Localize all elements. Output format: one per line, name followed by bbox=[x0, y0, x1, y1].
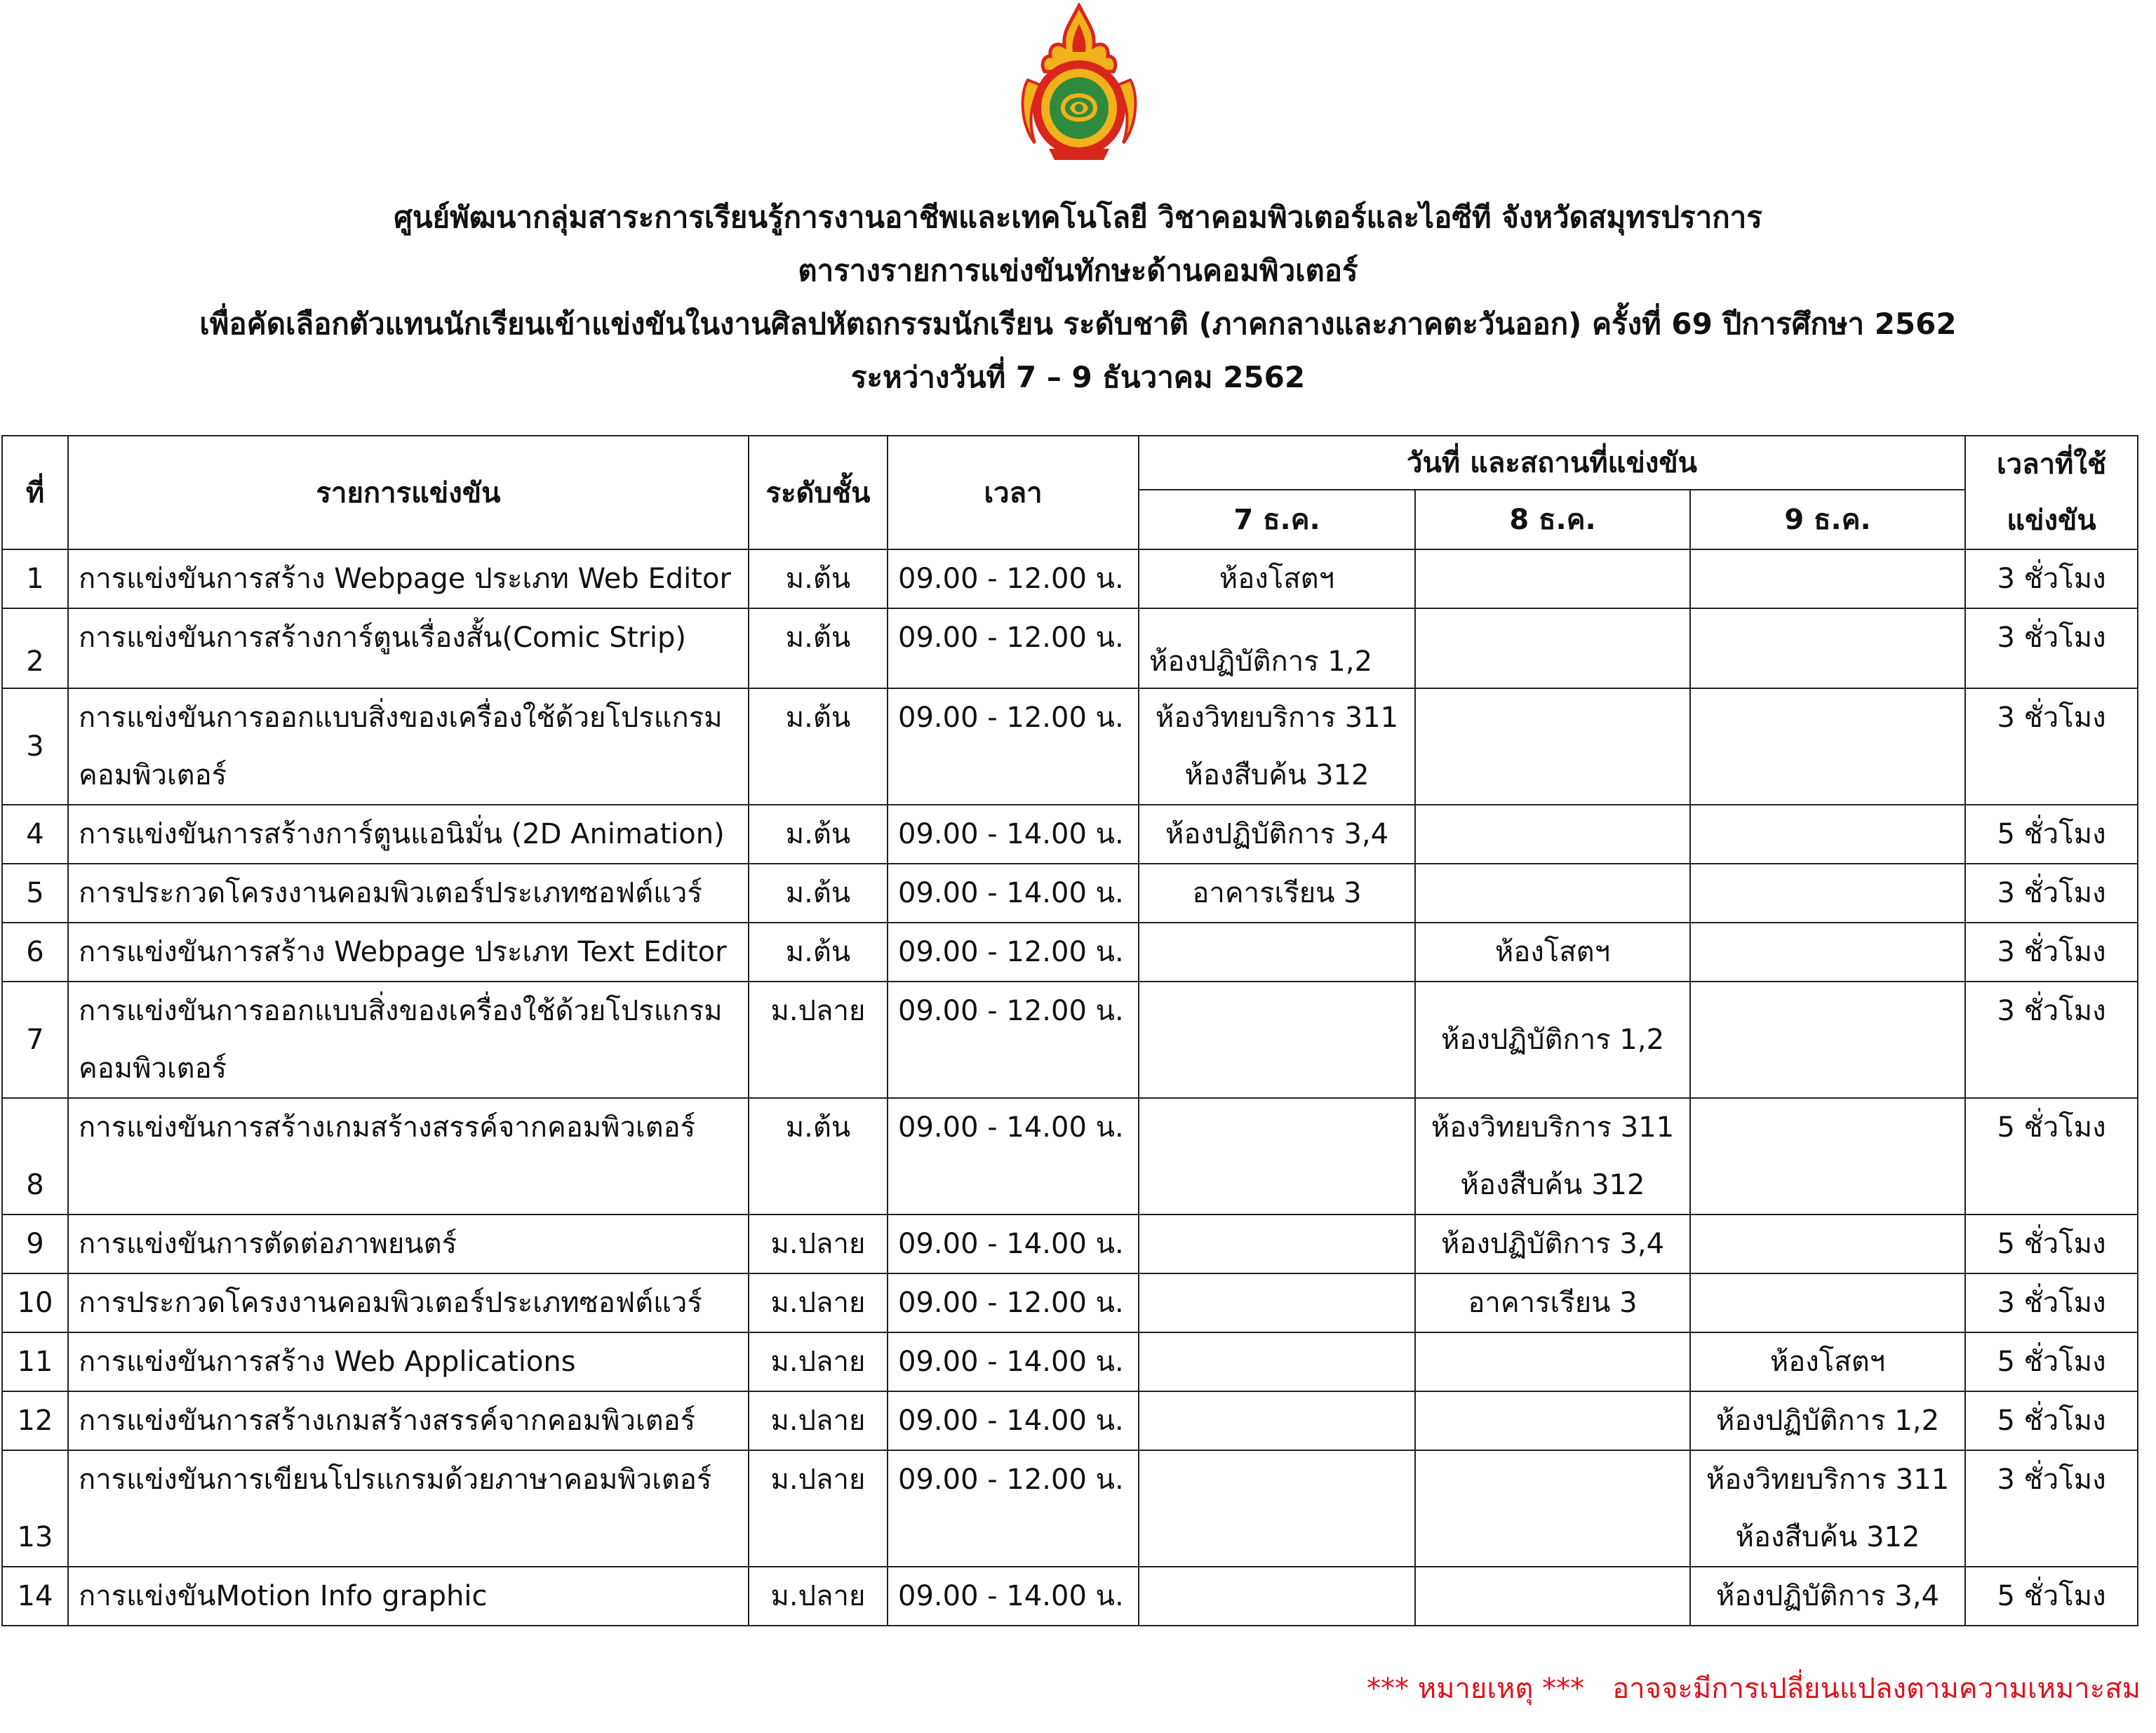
cell-day2: ห้องปฏิบัติการ 3,4 bbox=[1415, 1215, 1690, 1273]
cell-level: ม.ต้น bbox=[749, 608, 888, 688]
cell-event-line2: คอมพิวเตอร์ bbox=[79, 1052, 227, 1085]
table-row bbox=[2, 1391, 2138, 1450]
cell-day2-line1: ห้องวิทยบริการ 311 bbox=[1431, 1111, 1675, 1144]
cell-event bbox=[68, 982, 749, 1098]
heading-date-range: ระหว่างวันที่ 7 – 9 ธันวาคม 2562 bbox=[850, 360, 1306, 394]
cell-day2: ห้องปฏิบัติการ 1,2 bbox=[1415, 982, 1690, 1098]
cell-no: 7 bbox=[2, 982, 68, 1098]
cell-day3 bbox=[1690, 923, 1965, 982]
cell-day3 bbox=[1690, 549, 1965, 608]
cell-no: 4 bbox=[2, 805, 68, 864]
cell-day2 bbox=[1415, 1332, 1690, 1391]
col-header-level: ระดับชั้น bbox=[749, 436, 888, 549]
table-row bbox=[2, 864, 2138, 923]
col-header-day2: 8 ธ.ค. bbox=[1415, 490, 1690, 549]
cell-time: 09.00 - 14.00 น. bbox=[888, 1332, 1139, 1391]
cell-no: 14 bbox=[2, 1567, 68, 1626]
col-header-duration-line1: เวลาที่ใช้ bbox=[1996, 448, 2107, 481]
cell-day2 bbox=[1415, 1098, 1690, 1215]
cell-event: การแข่งขันการสร้างเกมสร้างสรรค์จากคอมพิวเตอร์ bbox=[68, 1098, 749, 1215]
cell-event-line1: การแข่งขันการออกแบบสิ่งของเครื่องใช้ด้วยโปรแกรม bbox=[79, 702, 723, 734]
cell-time: 09.00 - 14.00 น. bbox=[888, 1098, 1139, 1215]
cell-duration: 5 ชั่วโมง bbox=[1965, 805, 2138, 864]
cell-day3 bbox=[1690, 1215, 1965, 1273]
table-row bbox=[2, 1450, 2138, 1567]
competition-schedule-table bbox=[1, 435, 2138, 1626]
cell-day1-line2: ห้องสืบค้น 312 bbox=[1184, 759, 1370, 791]
cell-event: การแข่งขันการเขียนโปรแกรมด้วยภาษาคอมพิวเตอร์ bbox=[68, 1450, 749, 1567]
table-row bbox=[2, 805, 2138, 864]
remark-note bbox=[1367, 1666, 2141, 1711]
cell-event: การประกวดโครงงานคอมพิวเตอร์ประเภทซอฟต์แวร์ bbox=[68, 864, 749, 923]
table-row bbox=[2, 1098, 2138, 1215]
cell-duration: 5 ชั่วโมง bbox=[1965, 1391, 2138, 1450]
cell-no: 1 bbox=[2, 549, 68, 608]
cell-day1-line1: ห้องวิทยบริการ 311 bbox=[1155, 702, 1399, 734]
cell-day3 bbox=[1690, 805, 1965, 864]
cell-time: 09.00 - 14.00 น. bbox=[888, 1391, 1139, 1450]
cell-no: 12 bbox=[2, 1391, 68, 1450]
cell-time: 09.00 - 14.00 น. bbox=[888, 864, 1139, 923]
cell-event: การแข่งขันการสร้างเกมสร้างสรรค์จากคอมพิวเตอร์ bbox=[68, 1391, 749, 1450]
cell-no: 2 bbox=[2, 608, 68, 688]
remark-label: *** หมายเหตุ *** bbox=[1366, 1673, 1585, 1705]
cell-day3 bbox=[1690, 688, 1965, 805]
table-row bbox=[2, 608, 2138, 688]
cell-day1 bbox=[1139, 923, 1415, 982]
col-header-event: รายการแข่งขัน bbox=[68, 436, 749, 549]
cell-event-line1: การแข่งขันการออกแบบสิ่งของเครื่องใช้ด้วยโปรแกรม bbox=[79, 995, 723, 1027]
cell-duration: 3 ชั่วโมง bbox=[1965, 923, 2138, 982]
cell-event bbox=[68, 688, 749, 805]
cell-event: การแข่งขันการสร้างการ์ตูนเรื่องสั้น(Comic Strip) bbox=[68, 608, 749, 688]
cell-time: 09.00 - 14.00 น. bbox=[888, 1215, 1139, 1273]
cell-time: 09.00 - 12.00 น. bbox=[888, 1450, 1139, 1567]
cell-event: การแข่งขันการสร้าง Webpage ประเภท Text Editor bbox=[68, 923, 749, 982]
remark-text: อาจจะมีการเปลี่ยนแปลงตามความเหมาะสม bbox=[1612, 1673, 2141, 1705]
cell-no: 9 bbox=[2, 1215, 68, 1273]
cell-time: 09.00 - 14.00 น. bbox=[888, 1567, 1139, 1626]
cell-event-line2: คอมพิวเตอร์ bbox=[79, 759, 227, 791]
cell-duration: 3 ชั่วโมง bbox=[1965, 982, 2138, 1098]
cell-day3 bbox=[1690, 864, 1965, 923]
col-header-duration bbox=[1965, 436, 2138, 549]
cell-day2-line2: ห้องสืบค้น 312 bbox=[1460, 1169, 1645, 1201]
cell-day1 bbox=[1139, 1215, 1415, 1273]
cell-day1 bbox=[1139, 982, 1415, 1098]
cell-day3: ห้องโสตฯ bbox=[1690, 1332, 1965, 1391]
cell-duration: 5 ชั่วโมง bbox=[1965, 1098, 2138, 1215]
heading-purpose: เพื่อคัดเลือกตัวแทนนักเรียนเข้าแข่งขันในงานศิลปหัตถกรรมนักเรียน ระดับชาติ (ภาคกลางและภาคตะวันออก) ครั้งที่ 69 ปีการศึกษา 2562 bbox=[199, 307, 1957, 341]
table-row bbox=[2, 549, 2138, 608]
cell-day3-line1: ห้องวิทยบริการ 311 bbox=[1706, 1464, 1950, 1496]
cell-duration: 3 ชั่วโมง bbox=[1965, 608, 2138, 688]
cell-event: การแข่งขันการตัดต่อภาพยนตร์ bbox=[68, 1215, 749, 1273]
cell-level: ม.ปลาย bbox=[749, 1567, 888, 1626]
cell-time: 09.00 - 12.00 น. bbox=[888, 549, 1139, 608]
cell-day2 bbox=[1415, 805, 1690, 864]
school-emblem-icon bbox=[1014, 3, 1144, 164]
cell-day3: ห้องปฏิบัติการ 3,4 bbox=[1690, 1567, 1965, 1626]
cell-day2 bbox=[1415, 1450, 1690, 1567]
cell-day2 bbox=[1415, 864, 1690, 923]
col-header-duration-line2: แข่งขัน bbox=[2007, 504, 2096, 537]
cell-level: ม.ปลาย bbox=[749, 982, 888, 1098]
cell-event: การแข่งขันการสร้างการ์ตูนแอนิมั่น (2D Animation) bbox=[68, 805, 749, 864]
cell-level: ม.ปลาย bbox=[749, 1450, 888, 1567]
cell-level: ม.ต้น bbox=[749, 805, 888, 864]
cell-day1: อาคารเรียน 3 bbox=[1139, 864, 1415, 923]
table-row bbox=[2, 1567, 2138, 1626]
col-header-no: ที่ bbox=[2, 436, 68, 549]
cell-day3 bbox=[1690, 982, 1965, 1098]
table-row bbox=[2, 1215, 2138, 1273]
cell-duration: 5 ชั่วโมง bbox=[1965, 1215, 2138, 1273]
cell-time: 09.00 - 14.00 น. bbox=[888, 805, 1139, 864]
cell-day2 bbox=[1415, 1391, 1690, 1450]
cell-duration: 3 ชั่วโมง bbox=[1965, 549, 2138, 608]
cell-duration: 3 ชั่วโมง bbox=[1965, 864, 2138, 923]
cell-time: 09.00 - 12.00 น. bbox=[888, 923, 1139, 982]
cell-day1: ห้องปฏิบัติการ 3,4 bbox=[1139, 805, 1415, 864]
cell-day1: ห้องโสตฯ bbox=[1139, 549, 1415, 608]
cell-event: การแข่งขันMotion Info graphic bbox=[68, 1567, 749, 1626]
cell-day1 bbox=[1139, 1450, 1415, 1567]
cell-day1 bbox=[1139, 688, 1415, 805]
table-row bbox=[2, 1273, 2138, 1332]
cell-level: ม.ปลาย bbox=[749, 1215, 888, 1273]
cell-event: การประกวดโครงงานคอมพิวเตอร์ประเภทซอฟต์แวร์ bbox=[68, 1273, 749, 1332]
cell-day3 bbox=[1690, 1450, 1965, 1567]
cell-time: 09.00 - 12.00 น. bbox=[888, 982, 1139, 1098]
cell-day1: ห้องปฏิบัติการ 1,2 bbox=[1139, 608, 1415, 688]
cell-no: 13 bbox=[2, 1450, 68, 1567]
cell-level: ม.ต้น bbox=[749, 864, 888, 923]
cell-level: ม.ปลาย bbox=[749, 1391, 888, 1450]
cell-no: 6 bbox=[2, 923, 68, 982]
table-header-row bbox=[2, 436, 2138, 490]
cell-level: ม.ต้น bbox=[749, 549, 888, 608]
cell-level: ม.ต้น bbox=[749, 688, 888, 805]
table-row bbox=[2, 982, 2138, 1098]
cell-day3 bbox=[1690, 1273, 1965, 1332]
cell-level: ม.ปลาย bbox=[749, 1273, 888, 1332]
cell-day1 bbox=[1139, 1567, 1415, 1626]
table-row bbox=[2, 1332, 2138, 1391]
cell-day2 bbox=[1415, 1567, 1690, 1626]
cell-time: 09.00 - 12.00 น. bbox=[888, 1273, 1139, 1332]
col-header-day1: 7 ธ.ค. bbox=[1139, 490, 1415, 549]
cell-level: ม.ต้น bbox=[749, 923, 888, 982]
table-row bbox=[2, 923, 2138, 982]
cell-day1 bbox=[1139, 1391, 1415, 1450]
col-header-time: เวลา bbox=[888, 436, 1139, 549]
cell-no: 10 bbox=[2, 1273, 68, 1332]
cell-level: ม.ต้น bbox=[749, 1098, 888, 1215]
col-header-date-venue: วันที่ และสถานที่แข่งขัน bbox=[1139, 436, 1965, 490]
col-header-day3: 9 ธ.ค. bbox=[1690, 490, 1965, 549]
cell-day2: ห้องโสตฯ bbox=[1415, 923, 1690, 982]
cell-no: 3 bbox=[2, 688, 68, 805]
cell-day3 bbox=[1690, 1098, 1965, 1215]
cell-duration: 3 ชั่วโมง bbox=[1965, 1273, 2138, 1332]
cell-no: 5 bbox=[2, 864, 68, 923]
cell-day2 bbox=[1415, 608, 1690, 688]
cell-day2 bbox=[1415, 688, 1690, 805]
cell-duration: 5 ชั่วโมง bbox=[1965, 1567, 2138, 1626]
cell-duration: 3 ชั่วโมง bbox=[1965, 688, 2138, 805]
cell-day2: อาคารเรียน 3 bbox=[1415, 1273, 1690, 1332]
cell-no: 8 bbox=[2, 1098, 68, 1215]
cell-day3-line2: ห้องสืบค้น 312 bbox=[1735, 1521, 1920, 1553]
heading-center-name: ศูนย์พัฒนากลุ่มสาระการเรียนรู้การงานอาชีพและเทคโนโลยี วิชาคอมพิวเตอร์และไอซีที จังหวัดสมุทรปราการ bbox=[394, 200, 1762, 234]
cell-day3 bbox=[1690, 608, 1965, 688]
cell-day2 bbox=[1415, 549, 1690, 608]
cell-no: 11 bbox=[2, 1332, 68, 1391]
cell-day3: ห้องปฏิบัติการ 1,2 bbox=[1690, 1391, 1965, 1450]
cell-duration: 5 ชั่วโมง bbox=[1965, 1332, 2138, 1391]
cell-time: 09.00 - 12.00 น. bbox=[888, 608, 1139, 688]
cell-event: การแข่งขันการสร้าง Webpage ประเภท Web Editor bbox=[68, 549, 749, 608]
cell-day1 bbox=[1139, 1332, 1415, 1391]
heading-schedule-title: ตารางรายการแข่งขันทักษะด้านคอมพิวเตอร์ bbox=[798, 253, 1358, 288]
cell-event: การแข่งขันการสร้าง Web Applications bbox=[68, 1332, 749, 1391]
cell-day1 bbox=[1139, 1273, 1415, 1332]
cell-level: ม.ปลาย bbox=[749, 1332, 888, 1391]
cell-duration: 3 ชั่วโมง bbox=[1965, 1450, 2138, 1567]
cell-day1 bbox=[1139, 1098, 1415, 1215]
cell-time: 09.00 - 12.00 น. bbox=[888, 688, 1139, 805]
table-row bbox=[2, 688, 2138, 805]
